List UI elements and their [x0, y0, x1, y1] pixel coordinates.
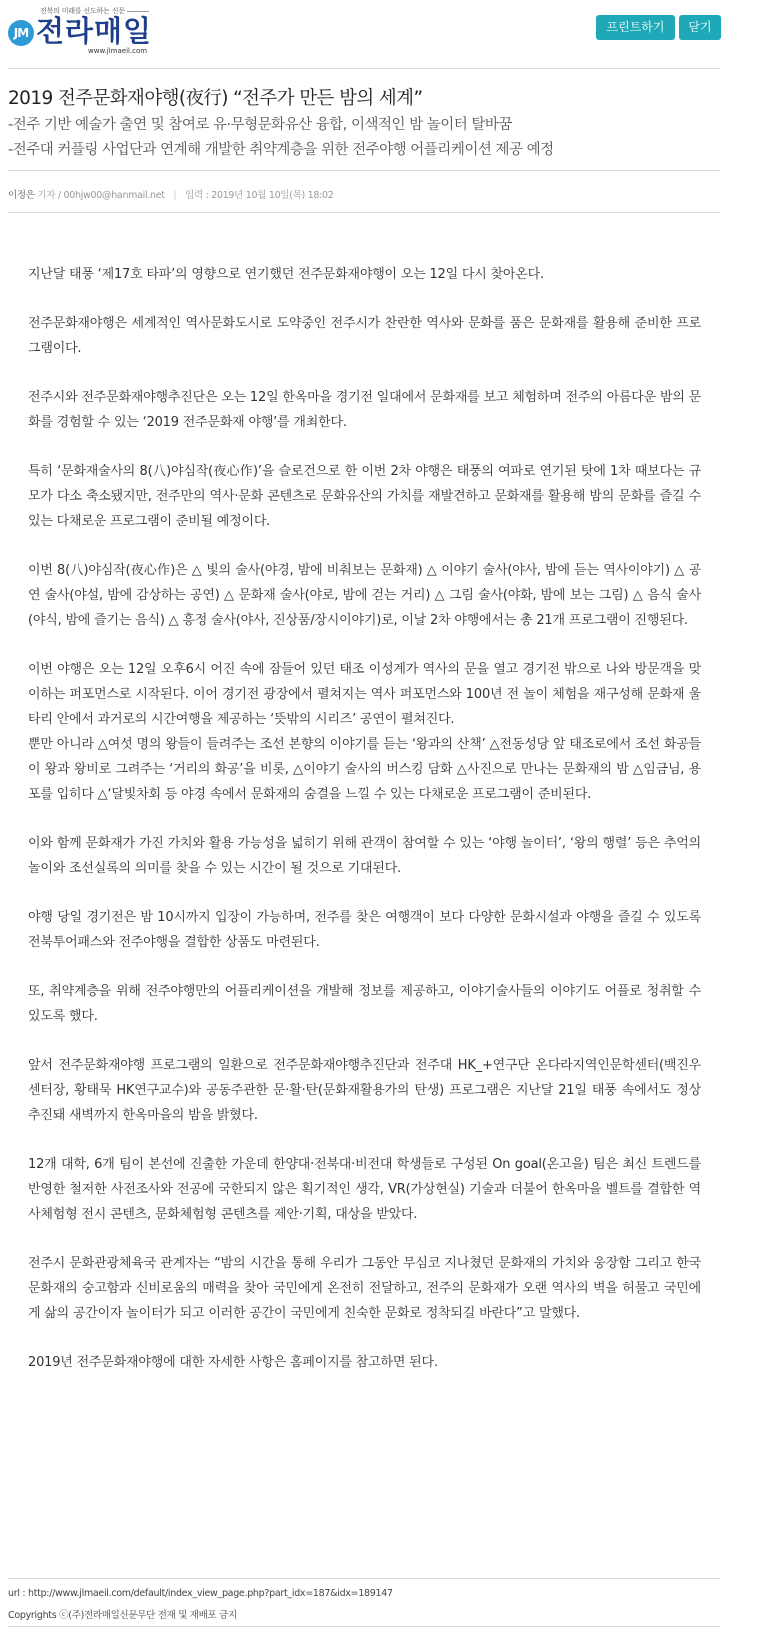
- divider: [8, 68, 720, 69]
- divider: [8, 1578, 720, 1579]
- article-subtitle: -전주대 커플링 사업단과 연계해 개발한 취약계층을 위한 전주야행 어플리케이션 제공 예정: [8, 142, 554, 158]
- byline-separator: |: [173, 190, 177, 201]
- article-subtitle: -전주 기반 예술가 출연 및 참여로 유·무형문화유산 융합, 이색적인 밤 놀이터 탈바꿈: [8, 117, 512, 133]
- logo-mark-icon: JM: [8, 20, 34, 46]
- article-paragraph: 이번 8(八)야심작(夜心作)은 △ 빛의 술사(야경, 밤에 비춰보는 문화재) △ 이야기 술사(야사, 밤에 듣는 역사이야기) △ 공연 술사(야설, 밤에 감상하는 공연) △ 문화재 술사(야로, 밤에 걷는 거리) △ 그림 술사(야화, 밤에 보는 그림) △ 음식 술사(야식, 밤에 즐기는 음식) △ 흥정 술사(야사, 진상품/장시이야기)로, 이날 2차 야행에서는 총 21개 프로그램이 진행된다.: [28, 563, 701, 628]
- article-paragraph: 뿐만 아니라 △여섯 명의 왕들이 들려주는 조선 본향의 이야기를 듣는 ‘왕과의 산책’ △전동성당 앞 태조로에서 조선 화공들이 왕과 왕비로 그려주는 ‘거리의 화공’을 비롯, △이야기 술사의 버스킹 담화 △사진으로 만나는 문화재의 밤 △임금님, 용포를 입히다 △‘달빛차회 등 야경 속에서 문화재의 숨결을 느낄 수 있는 다채로운 프로그램이 준비된다.: [28, 737, 701, 802]
- divider: [8, 170, 720, 171]
- article-title: 2019 전주문화재야행(夜行) “전주가 만든 밤의 세계”: [8, 88, 423, 109]
- article-paragraph: 특히 ‘문화재술사의 8(八)야심작(夜心作)’을 슬로건으로 한 이번 2차 야행은 태풍의 여파로 연기된 탓에 1차 때보다는 규모가 다소 축소됐지만, 전주만의 역사·문화 콘텐츠로 문화유산의 가치를 재발견하고 문화재를 활용해 밤의 문화를 즐길 수 있는 다채로운 프로그램이 준비될 예정이다.: [28, 464, 701, 529]
- article-url: url : http://www.jlmaeil.com/default/index_view_page.php?part_idx=187&idx=189147: [8, 1588, 393, 1599]
- article-paragraph: 야행 당일 경기전은 밤 10시까지 입장이 가능하며, 전주를 찾은 여행객이 보다 다양한 문화시설과 야행을 즐길 수 있도록 전북투어패스와 전주야행을 결합한 상품도 마련된다.: [28, 910, 701, 950]
- article-body: [28, 262, 701, 1375]
- divider: [8, 1626, 720, 1627]
- byline: [8, 187, 334, 201]
- copyright-notice: Copyrights ⓒ(주)전라매일신문무단 전재 및 재배포 금지: [8, 1610, 237, 1621]
- article-paragraph: 12개 대학, 6개 팀이 본선에 진출한 가운데 한양대·전북대·비전대 학생들로 구성된 On goal(온고을) 팀은 최신 트렌드를 반영한 철저한 사전조사와 전공에 국한되지 않은 획기적인 생각, VR(가상현실) 기술과 더불어 한옥마을 벨트를 결합한 역사체험형 전시 콘텐츠, 문화체험형 콘텐츠를 제안·기획, 대상을 받았다.: [28, 1157, 701, 1222]
- print-button[interactable]: 프린트하기: [596, 15, 675, 40]
- article-paragraph: 앞서 전주문화재야행 프로그램의 일환으로 전주문화재야행추진단과 전주대 HK_+연구단 온다라지역인문학센터(백진우 센터장, 황태묵 HK연구교수)와 공동주관한 문·활·탄(문화재활용가의 탄생) 프로그램은 지난달 21일 태풍 속에서도 정상 추진돼 새벽까지 한옥마을의 밤을 밝혔다.: [28, 1058, 701, 1123]
- site-logo: [8, 6, 168, 55]
- logo-url: www.jlmaeil.com: [88, 47, 148, 55]
- article-paragraph: 또, 취약계층을 위해 전주야행만의 어플리케이션을 개발해 정보를 제공하고, 이야기술사들의 이야기도 어플로 청취할 수 있도록 했다.: [28, 984, 701, 1024]
- divider: [8, 212, 720, 213]
- article-paragraph: 지난달 태풍 ‘제17호 타파’의 영향으로 연기했던 전주문화재야행이 오는 12일 다시 찾아온다.: [28, 267, 544, 282]
- author-role: 기자: [37, 190, 56, 201]
- article-paragraph: 이와 함께 문화재가 가진 가치와 활용 가능성을 넓히기 위해 관객이 참여할 수 있는 ‘야행 놀이터’, ‘왕의 행렬’ 등은 추억의 놀이와 조선실록의 의미를 찾을 수 있는 시간이 될 것으로 기대된다.: [28, 836, 701, 876]
- logo-name: 전라매일: [36, 14, 153, 48]
- article-paragraph: 전주시 문화관광체육국 관계자는 “밤의 시간을 통해 우리가 그동안 무심코 지나쳤던 문화재의 가치와 웅장함 그리고 한국 문화재의 숭고함과 신비로움의 매력을 찾아 국민에게 온전히 전달하고, 전주의 문화재가 오랜 역사의 벽을 허물고 국민에게 삶의 공간이자 놀이터가 되고 이러한 공간이 국민에게 친숙한 문화로 정착되길 바란다”고 말했다.: [28, 1256, 701, 1321]
- logo-slogan: 전북의 미래를 선도하는 신문: [40, 6, 149, 16]
- close-button[interactable]: 닫기: [679, 15, 721, 40]
- article-paragraph: 전주문화재야행은 세계적인 역사문화도시로 도약중인 전주시가 찬란한 역사와 문화를 품은 문화재를 활용해 준비한 프로그램이다.: [28, 316, 701, 356]
- article-paragraph: 2019년 전주문화재야행에 대한 자세한 사항은 홈페이지를 참고하면 된다.: [28, 1355, 438, 1370]
- header: [0, 0, 722, 70]
- article-paragraph: 이번 야행은 오는 12일 오후6시 어진 속에 잠들어 있던 태조 이성계가 역사의 문을 열고 경기전 밖으로 나와 방문객을 맞이하는 퍼포먼스로 시작된다. 이어 경기전 광장에서 펼쳐지는 역사 퍼포먼스와 100년 전 놀이 체험을 재구성해 문화재 울타리 안에서 과거로의 시간여행을 제공하는 ‘뜻밖의 시리즈’ 공연이 펼쳐진다.: [28, 662, 701, 727]
- published-date: 입력 : 2019년 10월 10일(목) 18:02: [185, 190, 334, 201]
- article-paragraph: 전주시와 전주문화재야행추진단은 오는 12일 한옥마을 경기전 일대에서 문화재를 보고 체험하며 전주의 아름다운 밤의 문화를 경험할 수 있는 ‘2019 전주문화재 야행’를 개최한다.: [28, 390, 701, 430]
- author-email: / 00hjw00@hanmail.net: [57, 190, 165, 201]
- author-name: 이정은: [8, 190, 35, 201]
